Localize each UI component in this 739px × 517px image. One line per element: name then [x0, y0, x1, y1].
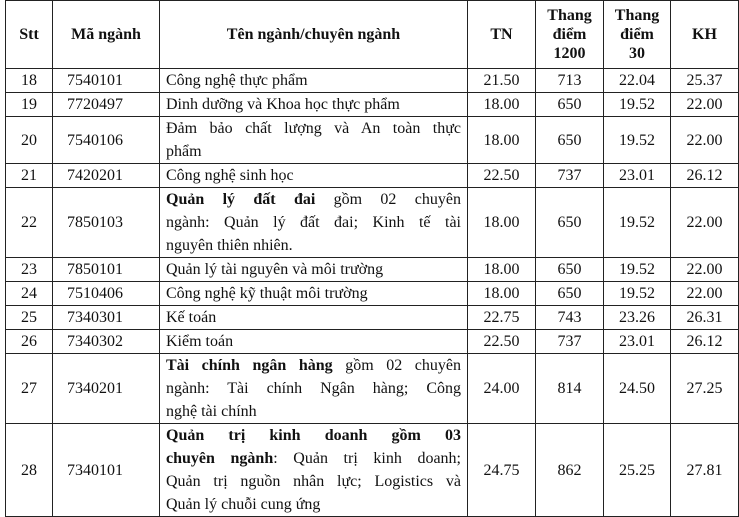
cell-scale-30: 23.26: [604, 306, 671, 330]
header-scale-1200-line: 1200: [553, 45, 586, 62]
cell-name: Kế toán: [160, 306, 468, 330]
cell-stt: 21: [6, 164, 53, 188]
header-scale-30-line: 30: [629, 45, 645, 62]
table-row: [6, 117, 739, 164]
table-row: [6, 330, 739, 354]
cell-tn: 18.00: [468, 93, 536, 117]
cell-name-rest: gồm 02 chuyên: [332, 357, 462, 374]
table-row: [6, 164, 739, 188]
cell-stt: 20: [6, 117, 53, 164]
cell-kh: 26.12: [671, 330, 739, 354]
cell-stt: 28: [6, 424, 53, 517]
cell-kh: 25.37: [671, 69, 739, 93]
cell-code: 7340302: [53, 330, 160, 354]
cell-scale-30: 22.04: [604, 69, 671, 93]
cell-tn: 21.50: [468, 69, 536, 93]
header-row: [6, 1, 739, 69]
cell-name-bold: Tài chính ngân hàng: [166, 357, 333, 374]
cell-scale-30: 19.52: [604, 282, 671, 306]
cell-tn: 22.50: [468, 330, 536, 354]
cell-name-line: phẩm: [166, 143, 202, 160]
table-row: [6, 282, 739, 306]
cell-kh: 26.31: [671, 306, 739, 330]
cell-name-rest: : Quản trị kinh doanh;: [273, 450, 462, 467]
cell-code: 7850103: [53, 188, 160, 258]
cell-scale-1200: 737: [536, 164, 604, 188]
cell-name: Công nghệ kỹ thuật môi trường: [160, 282, 468, 306]
cell-name: [160, 188, 468, 258]
cell-stt: 24: [6, 282, 53, 306]
cell-scale-1200: 713: [536, 69, 604, 93]
cell-stt: 18: [6, 69, 53, 93]
cell-name: Quản lý tài nguyên và môi trường: [160, 258, 468, 282]
cell-scale-1200: 650: [536, 258, 604, 282]
cell-kh: 22.00: [671, 117, 739, 164]
cell-name-bold: chuyên ngành: [166, 450, 274, 467]
header-tn: TN: [468, 1, 536, 69]
cell-name-bold: Quản lý đất đai: [166, 191, 316, 208]
cell-name-line: Quản trị nguồn nhân lực; Logistics và: [166, 473, 461, 490]
table-row: [6, 93, 739, 117]
cell-kh: 22.00: [671, 93, 739, 117]
cell-name-line: nghệ tài chính: [166, 403, 257, 420]
cell-scale-30: 19.52: [604, 188, 671, 258]
table-row: [6, 188, 739, 258]
cell-tn: 24.75: [468, 424, 536, 517]
cell-code: 7340101: [53, 424, 160, 517]
cell-tn: 18.00: [468, 258, 536, 282]
header-kh: KH: [671, 1, 739, 69]
cell-scale-1200: 743: [536, 306, 604, 330]
cell-scale-30: 24.50: [604, 354, 671, 424]
header-code: Mã ngành: [53, 1, 160, 69]
cell-scale-1200: 650: [536, 282, 604, 306]
cell-stt: 23: [6, 258, 53, 282]
cell-kh: 26.12: [671, 164, 739, 188]
cell-name: [160, 354, 468, 424]
cell-stt: 27: [6, 354, 53, 424]
cell-tn: 18.00: [468, 282, 536, 306]
cell-code: 7510406: [53, 282, 160, 306]
cell-stt: 19: [6, 93, 53, 117]
cell-scale-30: 23.01: [604, 164, 671, 188]
cell-scale-30: 23.01: [604, 330, 671, 354]
cell-name-line: Quản lý chuỗi cung ứng: [166, 496, 321, 513]
cell-name-line: ngành: Quản lý đất đai; Kinh tế tài: [166, 214, 461, 231]
cell-scale-1200: 862: [536, 424, 604, 517]
cell-scale-30: 19.52: [604, 258, 671, 282]
cell-tn: 22.50: [468, 164, 536, 188]
table-row: [6, 424, 739, 517]
cell-kh: 22.00: [671, 258, 739, 282]
header-scale-30-line: điểm: [620, 26, 654, 43]
cell-name: Kiểm toán: [160, 330, 468, 354]
cell-code: 7340201: [53, 354, 160, 424]
cell-tn: 22.75: [468, 306, 536, 330]
cell-name-line: nguyên thiên nhiên.: [166, 237, 293, 254]
table-row: [6, 258, 739, 282]
admission-score-table: [5, 0, 739, 517]
cell-stt: 25: [6, 306, 53, 330]
header-scale-30-line: Thang: [614, 7, 660, 24]
cell-name-line: Đảm bảo chất lượng và An toàn thực: [166, 120, 461, 137]
cell-name: [160, 117, 468, 164]
cell-stt: 26: [6, 330, 53, 354]
header-name: Tên ngành/chuyên ngành: [160, 1, 468, 69]
cell-name: Công nghệ sinh học: [160, 164, 468, 188]
cell-kh: 27.25: [671, 354, 739, 424]
cell-tn: 18.00: [468, 117, 536, 164]
cell-name: [160, 424, 468, 517]
cell-code: 7340301: [53, 306, 160, 330]
header-scale-1200-line: Thang: [547, 7, 592, 24]
cell-code: 7540106: [53, 117, 160, 164]
cell-name-line: ngành: Tài chính Ngân hàng; Công: [166, 380, 461, 397]
cell-kh: 22.00: [671, 188, 739, 258]
cell-code: 7540101: [53, 69, 160, 93]
cell-tn: 18.00: [468, 188, 536, 258]
cell-kh: 27.81: [671, 424, 739, 517]
cell-stt: 22: [6, 188, 53, 258]
cell-code: 7720497: [53, 93, 160, 117]
header-scale-30: [604, 1, 671, 69]
cell-name-bold: Quản trị kinh doanh gồm 03: [166, 427, 461, 444]
table-row: [6, 306, 739, 330]
header-scale-1200-line: điểm: [552, 26, 587, 43]
table-row: [6, 69, 739, 93]
cell-code: 7850101: [53, 258, 160, 282]
header-stt: Stt: [6, 1, 53, 69]
cell-name-line: [166, 354, 461, 377]
cell-scale-1200: 737: [536, 330, 604, 354]
cell-scale-1200: 814: [536, 354, 604, 424]
cell-kh: 22.00: [671, 282, 739, 306]
cell-scale-1200: 650: [536, 188, 604, 258]
cell-scale-30: 19.52: [604, 117, 671, 164]
cell-name-line: [166, 447, 461, 470]
cell-scale-1200: 650: [536, 117, 604, 164]
cell-name: Dinh dưỡng và Khoa học thực phẩm: [160, 93, 468, 117]
table-row: [6, 354, 739, 424]
cell-scale-30: 25.25: [604, 424, 671, 517]
cell-scale-1200: 650: [536, 93, 604, 117]
cell-name-line: [166, 188, 461, 211]
cell-name: Công nghệ thực phẩm: [160, 69, 468, 93]
cell-name-rest: gồm 02 chuyên: [315, 191, 461, 208]
cell-code: 7420201: [53, 164, 160, 188]
cell-tn: 24.00: [468, 354, 536, 424]
cell-scale-30: 19.52: [604, 93, 671, 117]
header-scale-1200: [536, 1, 604, 69]
